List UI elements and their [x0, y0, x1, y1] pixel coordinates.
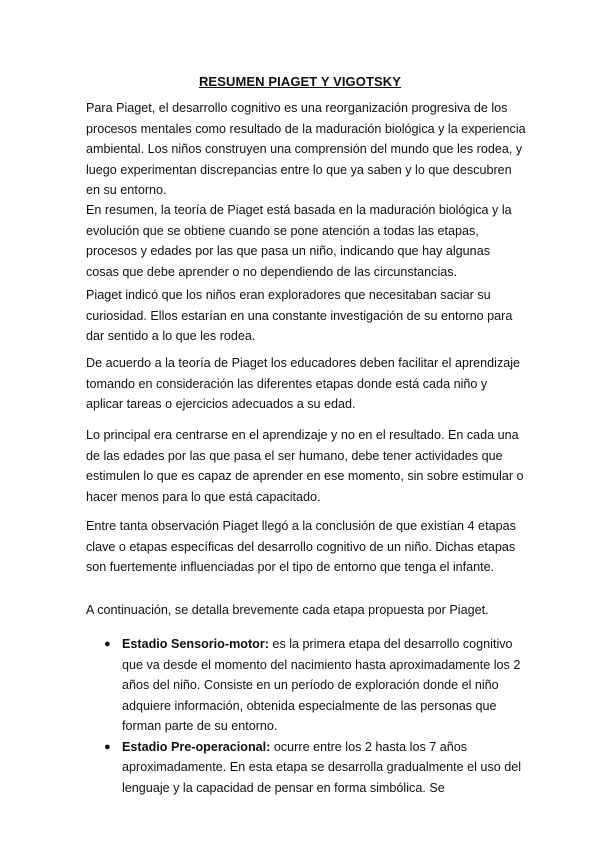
stage-description: es la primera etapa del desarrollo cognitivo que va desde el momento del nacimiento hasta aproximadamente los 2 años del niño. Consiste en un período de exploración donde el niño adquiere información, obtenida especialmente de las personas que forman parte de su entorno. [122, 637, 521, 733]
paragraph-7: A continuación, se detalla brevemente cada etapa propuesta por Piaget. [86, 603, 489, 617]
bullet-icon: ● [104, 638, 111, 650]
bullet-icon: ● [104, 740, 111, 753]
stage-name: Estadio Pre-operacional: [122, 739, 271, 754]
paragraph-3: Piaget indicó que los niños eran exploradores que necesitaban saciar su curiosidad. Ellos estarían en una constante investigación de su entorno para dar sentido a lo que les rodea. [86, 288, 513, 343]
stage-name: Estadio Sensorio-motor: [122, 637, 269, 651]
list-item [86, 634, 526, 737]
paragraph-6: Entre tanta observación Piaget llegó a la conclusión de que existían 4 etapas clave o etapas específicas del desarrollo cognitivo de un niño. Dichas etapas son fuertemente influenciadas por el tipo de entorno que tenga el infante. [86, 519, 516, 574]
list-item [86, 737, 526, 799]
paragraph-5: Lo principal era centrarse en el aprendizaje y no en el resultado. En cada una de las edades por las que pasa el ser humano, debe tener actividades que estimulen lo que es capaz de aprender en ese momento, sin sobre estimular o hacer menos para lo que está capacitado. [86, 428, 524, 504]
document-title: RESUMEN PIAGET Y VIGOTSKY [198, 74, 402, 89]
paragraph-2: En resumen, la teoría de Piaget está basada en la maduración biológica y la evolución que se obtiene cuando se pone atención a todas las etapas, procesos y edades por las que pasa un niño, indicando que hay algunas cosas que debe aprender o no dependiendo de las circunstancias. [86, 203, 512, 279]
paragraph-1: Para Piaget, el desarrollo cognitivo es una reorganización progresiva de los procesos mentales como resultado de la maduración biológica y la experiencia ambiental. Los niños construyen una comprensión del mundo que les rodea, y luego experimentan discrepancias entre lo que ya saben y lo que descubren en su entorno. [86, 101, 526, 197]
stage-description: ocurre entre los 2 hasta los 7 años aproximadamente. En esta etapa se desarrolla gradualmente el uso del lenguaje y la capacidad de pensar en forma simbólica. Se [122, 739, 522, 795]
stages-list [86, 634, 526, 798]
paragraph-4: De acuerdo a la teoría de Piaget los educadores deben facilitar el aprendizaje tomando en consideración las diferentes etapas donde está cada niño y aplicar tareas o ejercicios adecuados a su edad. [86, 356, 521, 411]
